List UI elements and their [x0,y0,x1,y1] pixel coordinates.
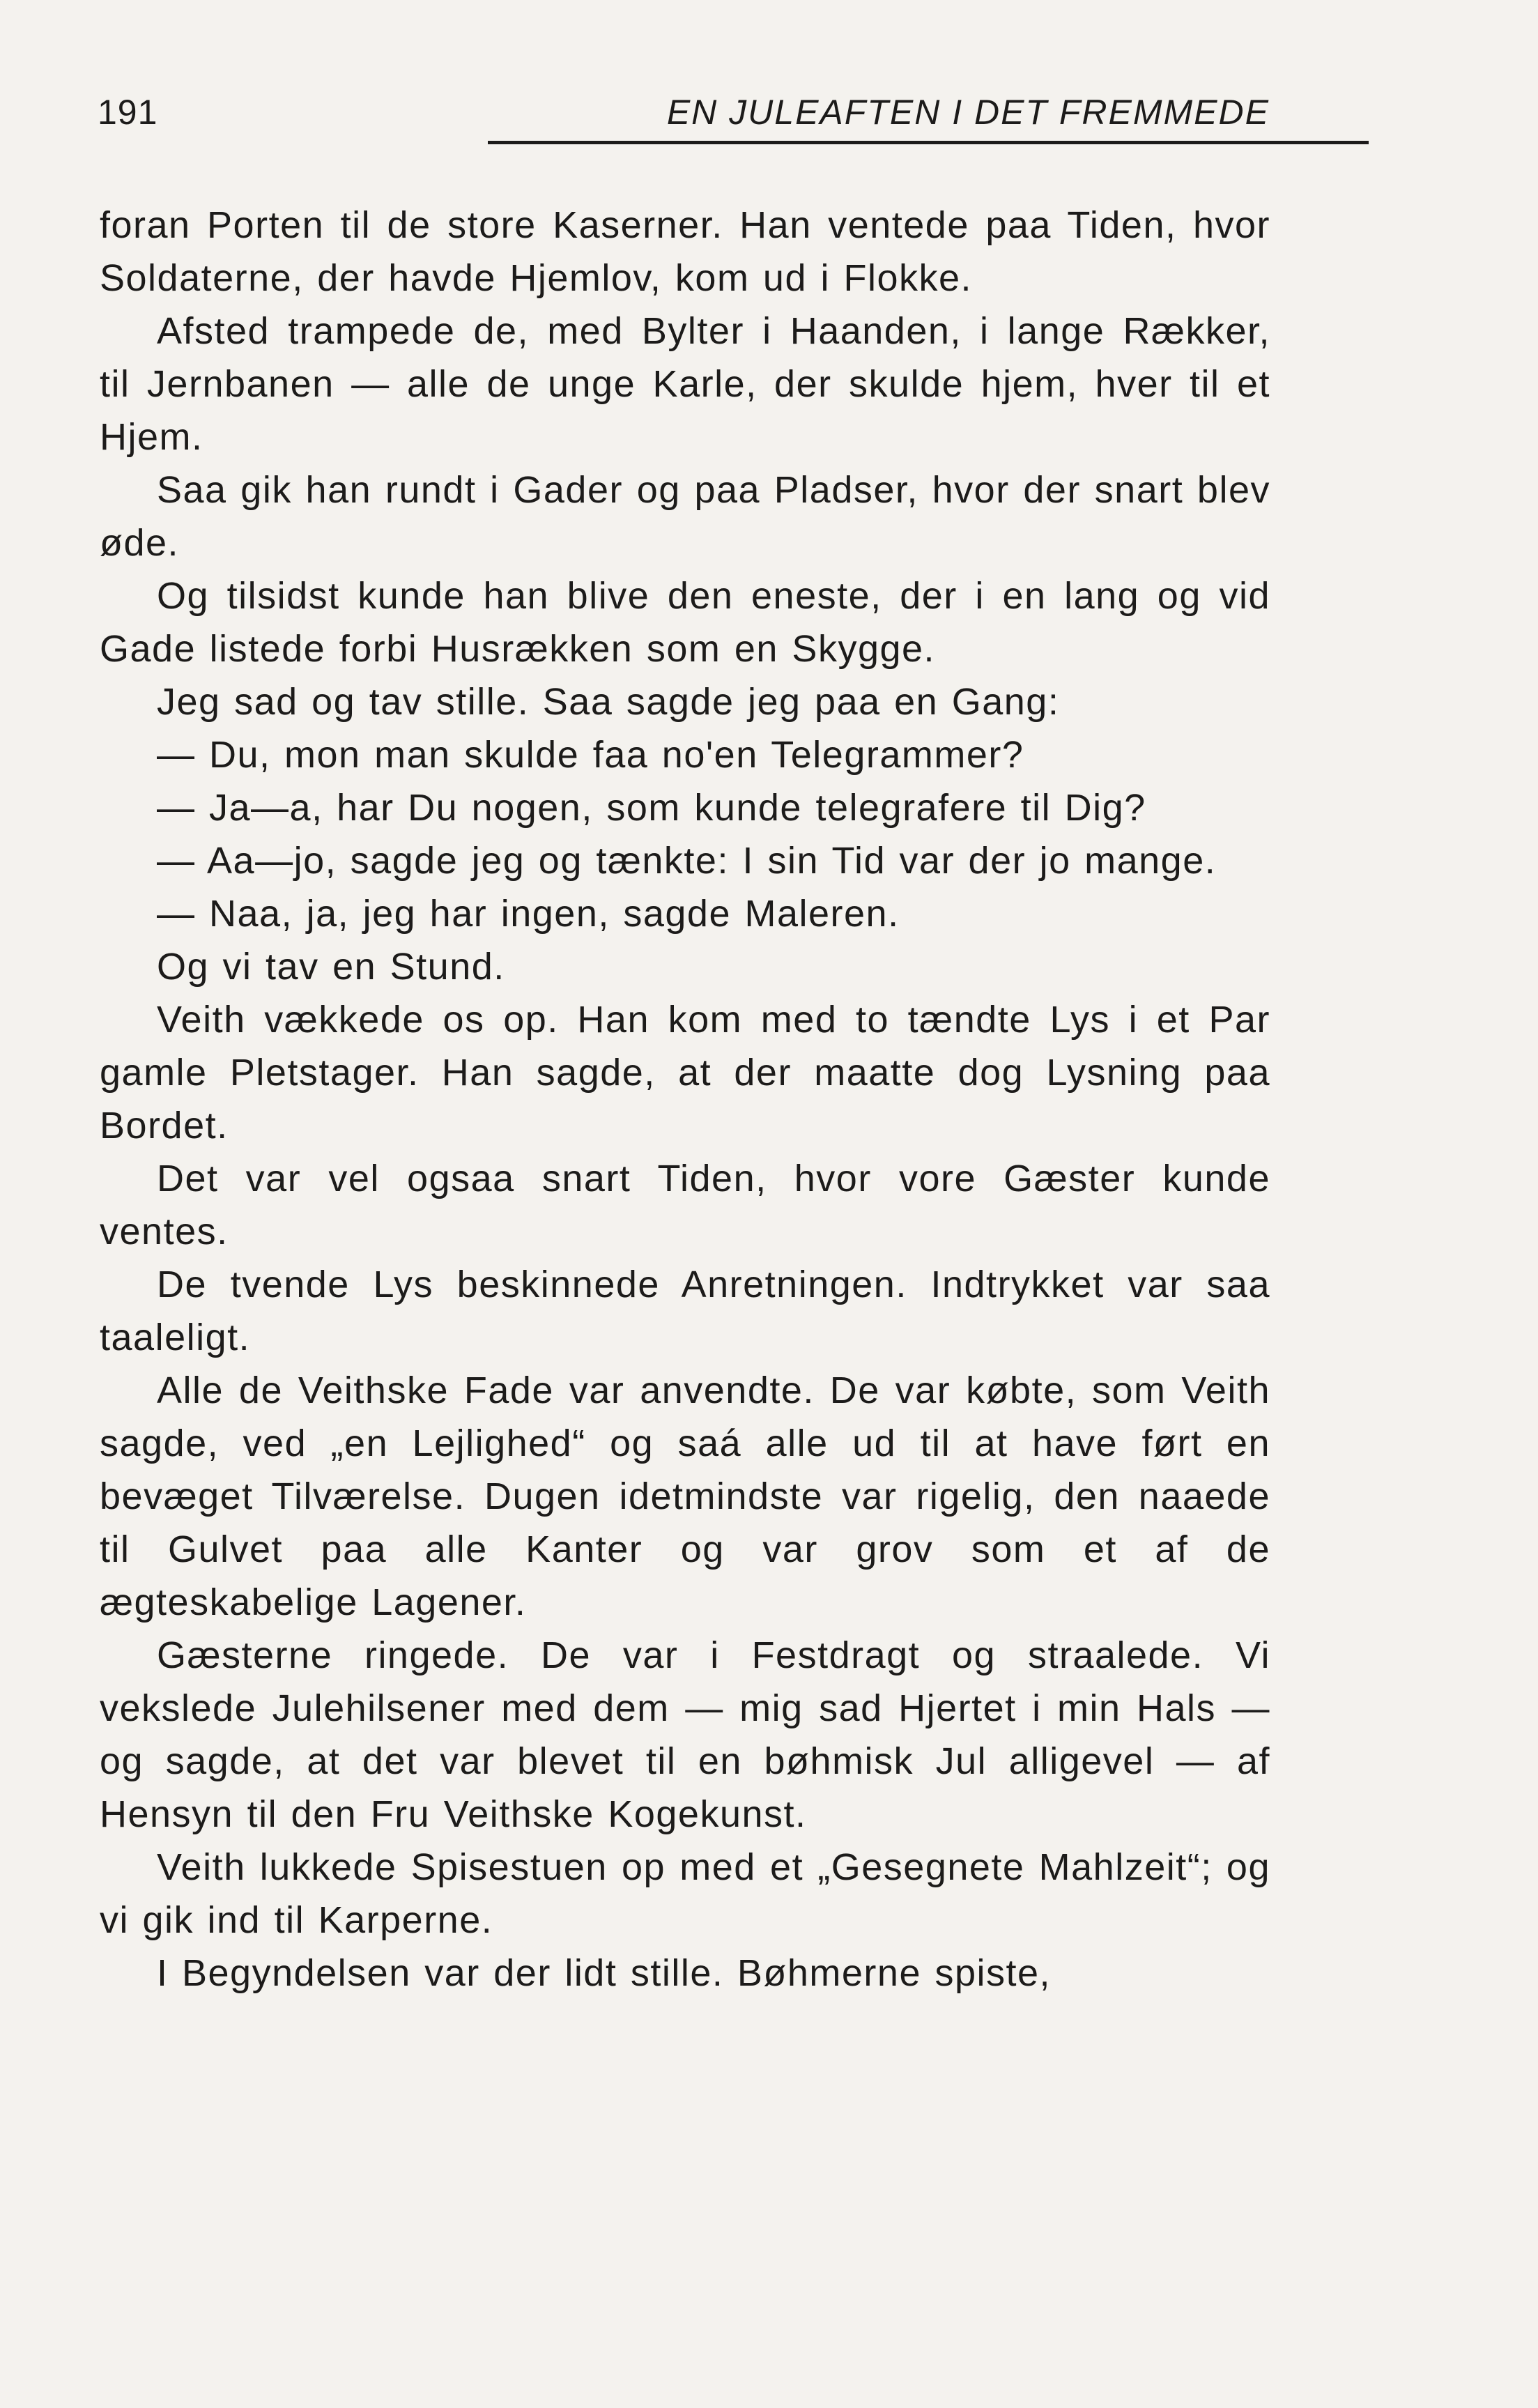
dialogue-line: — Ja—a, har Du nogen, som kunde telegrafere til Dig? [157,787,1146,829]
paragraph: Afsted trampede de, med Bylter i Haanden, i lange Rækker, til Jernbanen — alle de unge Karle, der skulde hjem, hver til et Hjem. [100,310,1270,458]
paragraph: Alle de Veithske Fade var anvendte. De var købte, som Veith sagde, ved „en Lejlighed“ og saá alle ud til at have ført en bevæget Tilværelse. Dugen idetmindste var rigelig, den naaede til Gulvet paa alle Kanter og var grov som et af de ægteskabelige Lagener. [100,1370,1270,1623]
paragraph-continuation: foran Porten til de store Kaserner. Han ventede paa Tiden, hvor Soldaterne, der havde Hjemlov, kom ud i Flokke. [100,204,1270,299]
body-text [100,199,1270,2000]
paragraph: Jeg sad og tav stille. Saa sagde jeg paa en Gang: [157,681,1060,723]
paragraph: Det var vel ogsaa snart Tiden, hvor vore Gæster kunde ventes. [100,1158,1270,1252]
dialogue-line: — Naa, ja, jeg har ingen, sagde Maleren. [157,893,900,935]
dialogue-line: — Du, mon man skulde faa no'en Telegrammer? [157,734,1024,776]
paragraph: Veith vækkede os op. Han kom med to tændte Lys i et Par gamle Pletstager. Han sagde, at der maatte dog Lysning paa Bordet. [100,999,1270,1147]
running-head: EN JULEAFTEN I DET FREMMEDE [666,93,1270,132]
paragraph: Veith lukkede Spisestuen op med et „Gesegnete Mahlzeit“; og vi gik ind til Karperne. [100,1846,1270,1941]
paragraph: I Begyndelsen var der lidt stille. Bøhmerne spiste, [157,1952,1052,1994]
paragraph: Og tilsidst kunde han blive den eneste, der i en lang og vid Gade listede forbi Husrækken som en Skygge. [100,575,1270,670]
dialogue-line: — Aa—jo, sagde jeg og tænkte: I sin Tid var der jo mange. [157,840,1217,882]
paragraph: Saa gik han rundt i Gader og paa Pladser, hvor der snart blev øde. [100,469,1270,564]
paragraph: Gæsterne ringede. De var i Festdragt og straalede. Vi vekslede Julehilsener med dem — mig sad Hjertet i min Hals — og sagde, at det var blevet til en bøhmisk Jul alligevel — af Hensyn til den Fru Veithske Kogekunst. [100,1634,1270,1835]
paragraph: Og vi tav en Stund. [157,946,505,988]
paragraph: De tvende Lys beskinnede Anretningen. Indtrykket var saa taaleligt. [100,1264,1270,1358]
header-rule [488,141,1369,144]
page-header [98,89,1270,145]
page-number: 191 [98,93,158,132]
